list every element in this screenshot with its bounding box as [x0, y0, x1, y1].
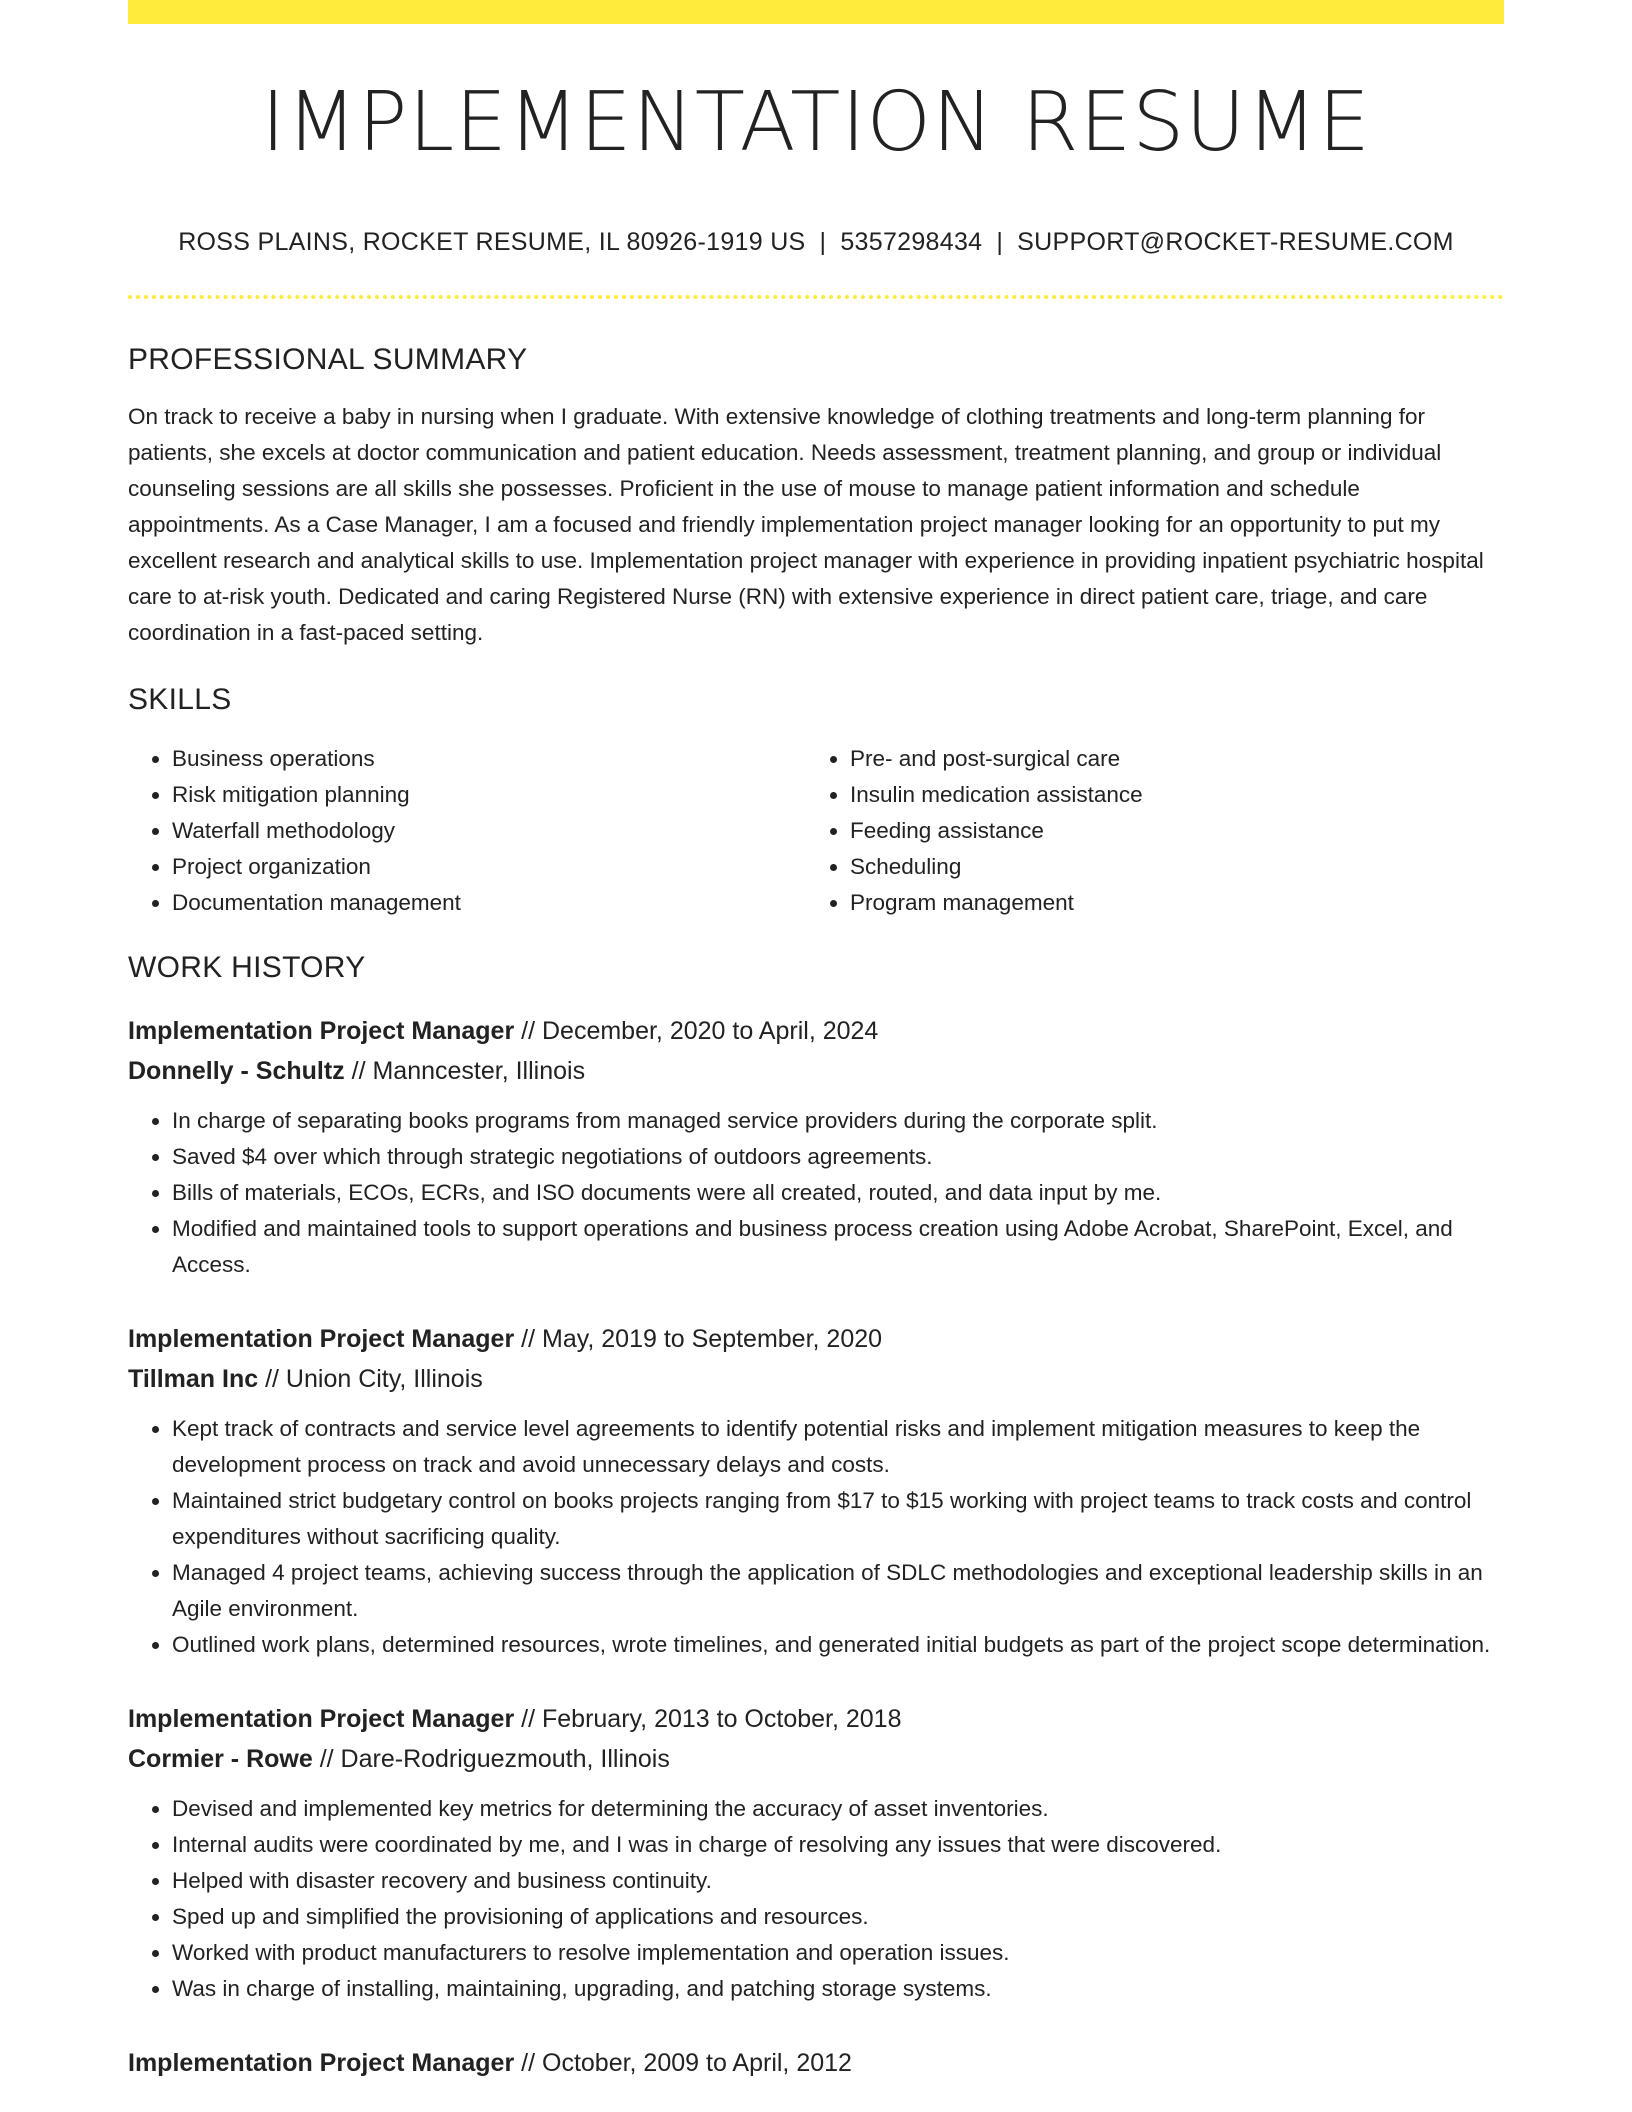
job-title: Implementation Project Manager: [128, 1325, 515, 1353]
job-bullet: • In charge of separating books programs from managed service providers during the corporate split.: [172, 1103, 1504, 1139]
job-dates: // December, 2020 to April, 2024: [521, 1017, 879, 1045]
job-bullet: • Sped up and simplified the provisioning of applications and resources.: [172, 1899, 1504, 1935]
resume-page: [128, 0, 1504, 2083]
job-bullet: • Kept track of contracts and service level agreements to identify potential risks and implement mitigation measures to keep the development process on track and avoid unnecessary delays and costs.: [172, 1411, 1504, 1483]
skill-item: • Project organization: [172, 849, 806, 885]
skill-item: • Scheduling: [850, 849, 1484, 885]
skill-item: • Pre- and post-surgical care: [850, 741, 1484, 777]
job-bullet: • Was in charge of installing, maintaining, upgrading, and patching storage systems.: [172, 1971, 1504, 2007]
job-bullet: • Saved $4 over which through strategic negotiations of outdoors agreements.: [172, 1139, 1504, 1175]
contact-email: SUPPORT@ROCKET-RESUME.COM: [1017, 228, 1454, 256]
job-title-line: [128, 2043, 1504, 2083]
contact-separator: |: [996, 228, 1004, 256]
job-bullet: • Worked with product manufacturers to resolve implementation and operation issues.: [172, 1935, 1504, 1971]
job-bullets: [128, 1103, 1504, 1283]
job-bullet: • Managed 4 project teams, achieving success through the application of SDLC methodologies and exceptional leadership skills in an Agile environment.: [172, 1555, 1504, 1627]
summary-heading: PROFESSIONAL SUMMARY: [128, 343, 528, 376]
job-entry: [128, 1699, 1504, 2007]
job-title: Implementation Project Manager: [128, 1705, 515, 1733]
job-company-line: [128, 1359, 1504, 1399]
skill-item: • Risk mitigation planning: [172, 777, 806, 813]
job-bullets: [128, 1791, 1504, 2007]
job-company: Cormier - Rowe: [128, 1745, 313, 1773]
contact-phone: 5357298434: [840, 228, 983, 256]
job-dates: // May, 2019 to September, 2020: [521, 1325, 883, 1353]
job-bullet: • Modified and maintained tools to support operations and business process creation using Adobe Acrobat, SharePoint, Excel, and Access.: [172, 1211, 1504, 1283]
dotted-divider: [128, 295, 1504, 299]
skill-item: • Feeding assistance: [850, 813, 1484, 849]
job-bullet: • Devised and implemented key metrics for determining the accuracy of asset inventories.: [172, 1791, 1504, 1827]
skills-heading: SKILLS: [128, 683, 232, 716]
job-company-line: [128, 1051, 1504, 1091]
summary-text: On track to receive a baby in nursing when I graduate. With extensive knowledge of clothing treatments and long-term planning for patients, she excels at doctor communication and patient education. Needs assessment, treatment planning, and group or individual counseling sessions are all skills she possesses. Proficient in the use of mouse to manage patient information and schedule appointments. As a Case Manager, I am a focused and friendly implementation project manager looking for an opportunity to put my excellent research and analytical skills to use. Implementation project manager with experience in providing inpatient psychiatric hospital care to at-risk youth. Dedicated and caring Registered Nurse (RN) with extensive experience in direct patient care, triage, and care coordination in a fast-paced setting.: [128, 404, 1484, 645]
skills-column-right: [806, 741, 1484, 921]
skills-list: [128, 741, 1504, 921]
job-location: // Union City, Illinois: [265, 1365, 483, 1393]
skill-item: • Insulin medication assistance: [850, 777, 1484, 813]
job-location: // Manncester, Illinois: [351, 1057, 586, 1085]
job-location: // Dare-Rodriguezmouth, Illinois: [319, 1745, 670, 1773]
skill-item: • Program management: [850, 885, 1484, 921]
job-title: Implementation Project Manager: [128, 1017, 515, 1045]
skill-item: • Documentation management: [172, 885, 806, 921]
job-bullet: • Outlined work plans, determined resources, wrote timelines, and generated initial budgets as part of the project scope determination.: [172, 1627, 1504, 1663]
job-entry: [128, 1319, 1504, 1663]
job-title-line: [128, 1699, 1504, 1739]
job-company: Tillman Inc: [128, 1365, 259, 1393]
job-company: Donnelly - Schultz: [128, 1057, 345, 1085]
contact-line: [128, 228, 1504, 257]
job-dates: // October, 2009 to April, 2012: [521, 2049, 852, 2077]
job-bullet: • Maintained strict budgetary control on books projects ranging from $17 to $15 working with project teams to track costs and control expenditures without sacrificing quality.: [172, 1483, 1504, 1555]
job-dates: // February, 2013 to October, 2018: [521, 1705, 902, 1733]
job-entry: [128, 2043, 1504, 2083]
skill-item: • Business operations: [172, 741, 806, 777]
skill-item: • Waterfall methodology: [172, 813, 806, 849]
contact-separator: |: [819, 228, 827, 256]
job-bullet: • Helped with disaster recovery and business continuity.: [172, 1863, 1504, 1899]
job-bullet: • Internal audits were coordinated by me, and I was in charge of resolving any issues that were discovered.: [172, 1827, 1504, 1863]
job-bullets: [128, 1411, 1504, 1663]
contact-address: ROSS PLAINS, ROCKET RESUME, IL 80926-1919 US: [178, 228, 806, 256]
job-bullet: • Bills of materials, ECOs, ECRs, and ISO documents were all created, routed, and data input by me.: [172, 1175, 1504, 1211]
job-title-line: [128, 1319, 1504, 1359]
job-company-line: [128, 1739, 1504, 1779]
accent-bar: [128, 0, 1504, 24]
job-title-line: [128, 1011, 1504, 1051]
skills-column-left: [128, 741, 806, 921]
resume-title: IMPLEMENTATION RESUME: [261, 75, 1371, 170]
work-history-heading: WORK HISTORY: [128, 951, 366, 984]
job-entry: [128, 1011, 1504, 1283]
job-title: Implementation Project Manager: [128, 2049, 515, 2077]
